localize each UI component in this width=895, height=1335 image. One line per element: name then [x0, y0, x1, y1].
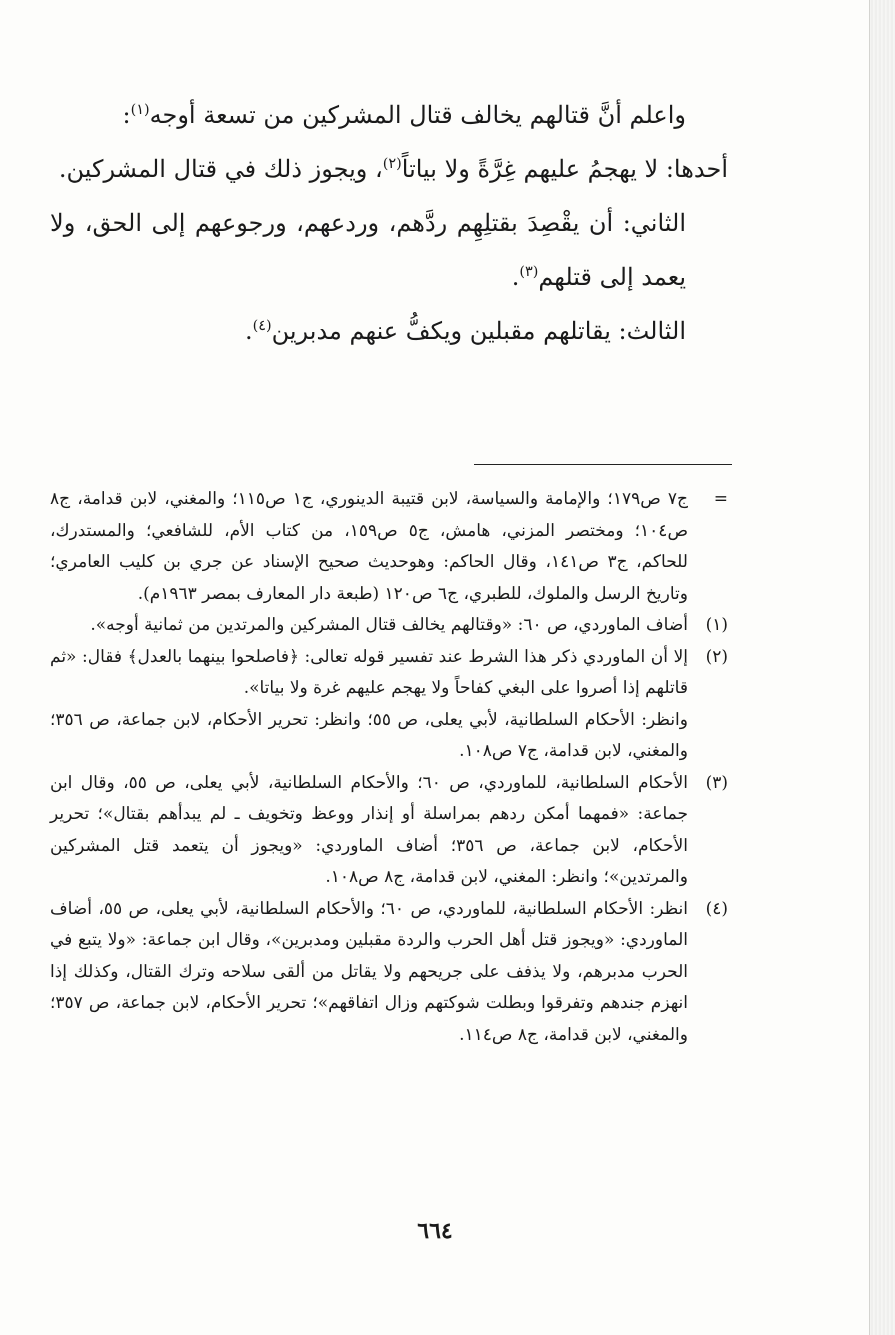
paragraph-first — [50, 142, 728, 196]
footnote-ref-4: (٤) — [252, 318, 272, 334]
paragraph-second-text: الثاني: أن يقْصِدَ بقتلِهِم ردَّهم، وردعهم، ورجوعهم إلى الحق، ولا يعمد إلى قتلهم — [50, 209, 686, 291]
footnotes — [50, 484, 728, 1051]
footnote-3 — [50, 768, 728, 894]
footnote-1-number: (١) — [705, 615, 728, 635]
paragraph-first-text: أحدها: لا يهجمُ عليهم غِرَّةً ولا بياتاً — [401, 155, 728, 183]
page-edge — [869, 0, 895, 1335]
page-number: ٦٦٤ — [417, 1218, 453, 1244]
footnote-2-number: (٢) — [705, 646, 728, 667]
footnote-3-number: (٣) — [705, 772, 728, 793]
footnote-3-text: الأحكام السلطانية، للماوردي، ص ٦٠؛ والأحكام السلطانية، لأبي يعلى، ص ٥٥، وقال ابن جماعة: «فمهما أمكن ردهم بمراسلة أو إنذار ووعظ وتخويف ـ لم يبدأهم بقتال»؛ تحرير الأحكام، لابن جماعة، ص ٣٥٦؛ أضاف الماوردي: «ويجوز أن يتعمد قتل المشركين والمرتدين»؛ وانظر: المغني، لابن قدامة، ج٨ ص١٠٨. — [50, 772, 688, 887]
paragraph-intro — [50, 88, 728, 142]
paragraph-second-end: . — [511, 263, 520, 291]
paragraph-intro-text: واعلم أنَّ قتالهم يخالف قتال المشركين من تسعة أوجه — [149, 101, 686, 129]
paragraph-third-end: . — [244, 317, 253, 345]
paragraph-second — [50, 196, 728, 304]
footnote-ref-2: (٢) — [382, 156, 402, 172]
footnote-2 — [50, 642, 728, 768]
footnote-continuation-text: ج٧ ص١٧٩؛ والإمامة والسياسة، لابن قتيبة الدينوري، ج١ ص١١٥؛ والمغني، لابن قدامة، ج٨ ص١٠٤؛ ومختصر المزني، هامش، ج٥ ص١٥٩، من كتاب الأم، للشافعي؛ والمستدرك، للحاكم، ج٣ ص١٤١، وقال الحاكم: وهوحديث صحيح الإسناد عن جري بن كليب العامري؛ وتاريخ الرسل والملوك، للطبري، ج٦ ص١٢٠ (طبعة دار المعارف بمصر ١٩٦٣م). — [50, 489, 688, 604]
footnote-4 — [50, 894, 728, 1052]
footnote-2-text-a: إلا أن الماوردي ذكر هذا الشرط عند تفسير قوله تعالى: ﴿فاصلحوا بينهما بالعدل﴾ فقال: «ثم قاتلهم إذا أصروا على البغي كفاحاً ولا يهجم عليهم غرة ولا بياتا». — [50, 646, 688, 698]
footnote-2-text-b: وانظر: الأحكام السلطانية، لأبي يعلى، ص ٥٥؛ وانظر: تحرير الأحكام، لابن جماعة، ص ٣٥٦؛ والمغني، لابن قدامة، ج٧ ص١٠٨. — [50, 709, 688, 761]
footnote-4-text: انظر: الأحكام السلطانية، للماوردي، ص ٦٠؛ والأحكام السلطانية، لأبي يعلى، ص ٥٥، أضاف الماوردي: «ويجوز قتل أهل الحرب والردة مقبلين ومدبرين»، وقال ابن جماعة: «ولا يتبع في الحرب مدبرهم، ولا يذفف على جريحهم ولا يقاتل من ألقى سلاحه وترك القتال، وكذلك إذا انهزم جندهم وتفرقوا وبطلت شوكتهم وزال اتفاقهم»؛ تحرير الأحكام، لابن جماعة، ص ٣٥٧؛ والمغني، لابن قدامة، ج٨ ص١١٤. — [50, 898, 688, 1045]
footnote-ref-3: (٣) — [519, 264, 539, 280]
paragraph-first-end: ، ويجوز ذلك في قتال المشركين. — [58, 155, 383, 183]
continuation-mark: = — [713, 489, 728, 509]
paragraph-third — [50, 304, 728, 358]
main-text — [50, 88, 728, 358]
footnote-4-number: (٤) — [705, 898, 728, 919]
footnote-continuation — [50, 484, 728, 610]
footnote-ref-1: (١) — [130, 102, 150, 118]
paragraph-third-text: الثالث: يقاتلهم مقبلين ويكفُّ عنهم مدبرين — [271, 317, 686, 345]
paragraph-intro-end: : — [122, 101, 131, 129]
footnote-1-text: أضاف الماوردي، ص ٦٠: «وقتالهم يخالف قتال المشركين والمرتدين من ثمانية أوجه». — [90, 615, 688, 635]
footnote-separator — [474, 464, 732, 465]
footnote-1 — [50, 610, 728, 642]
